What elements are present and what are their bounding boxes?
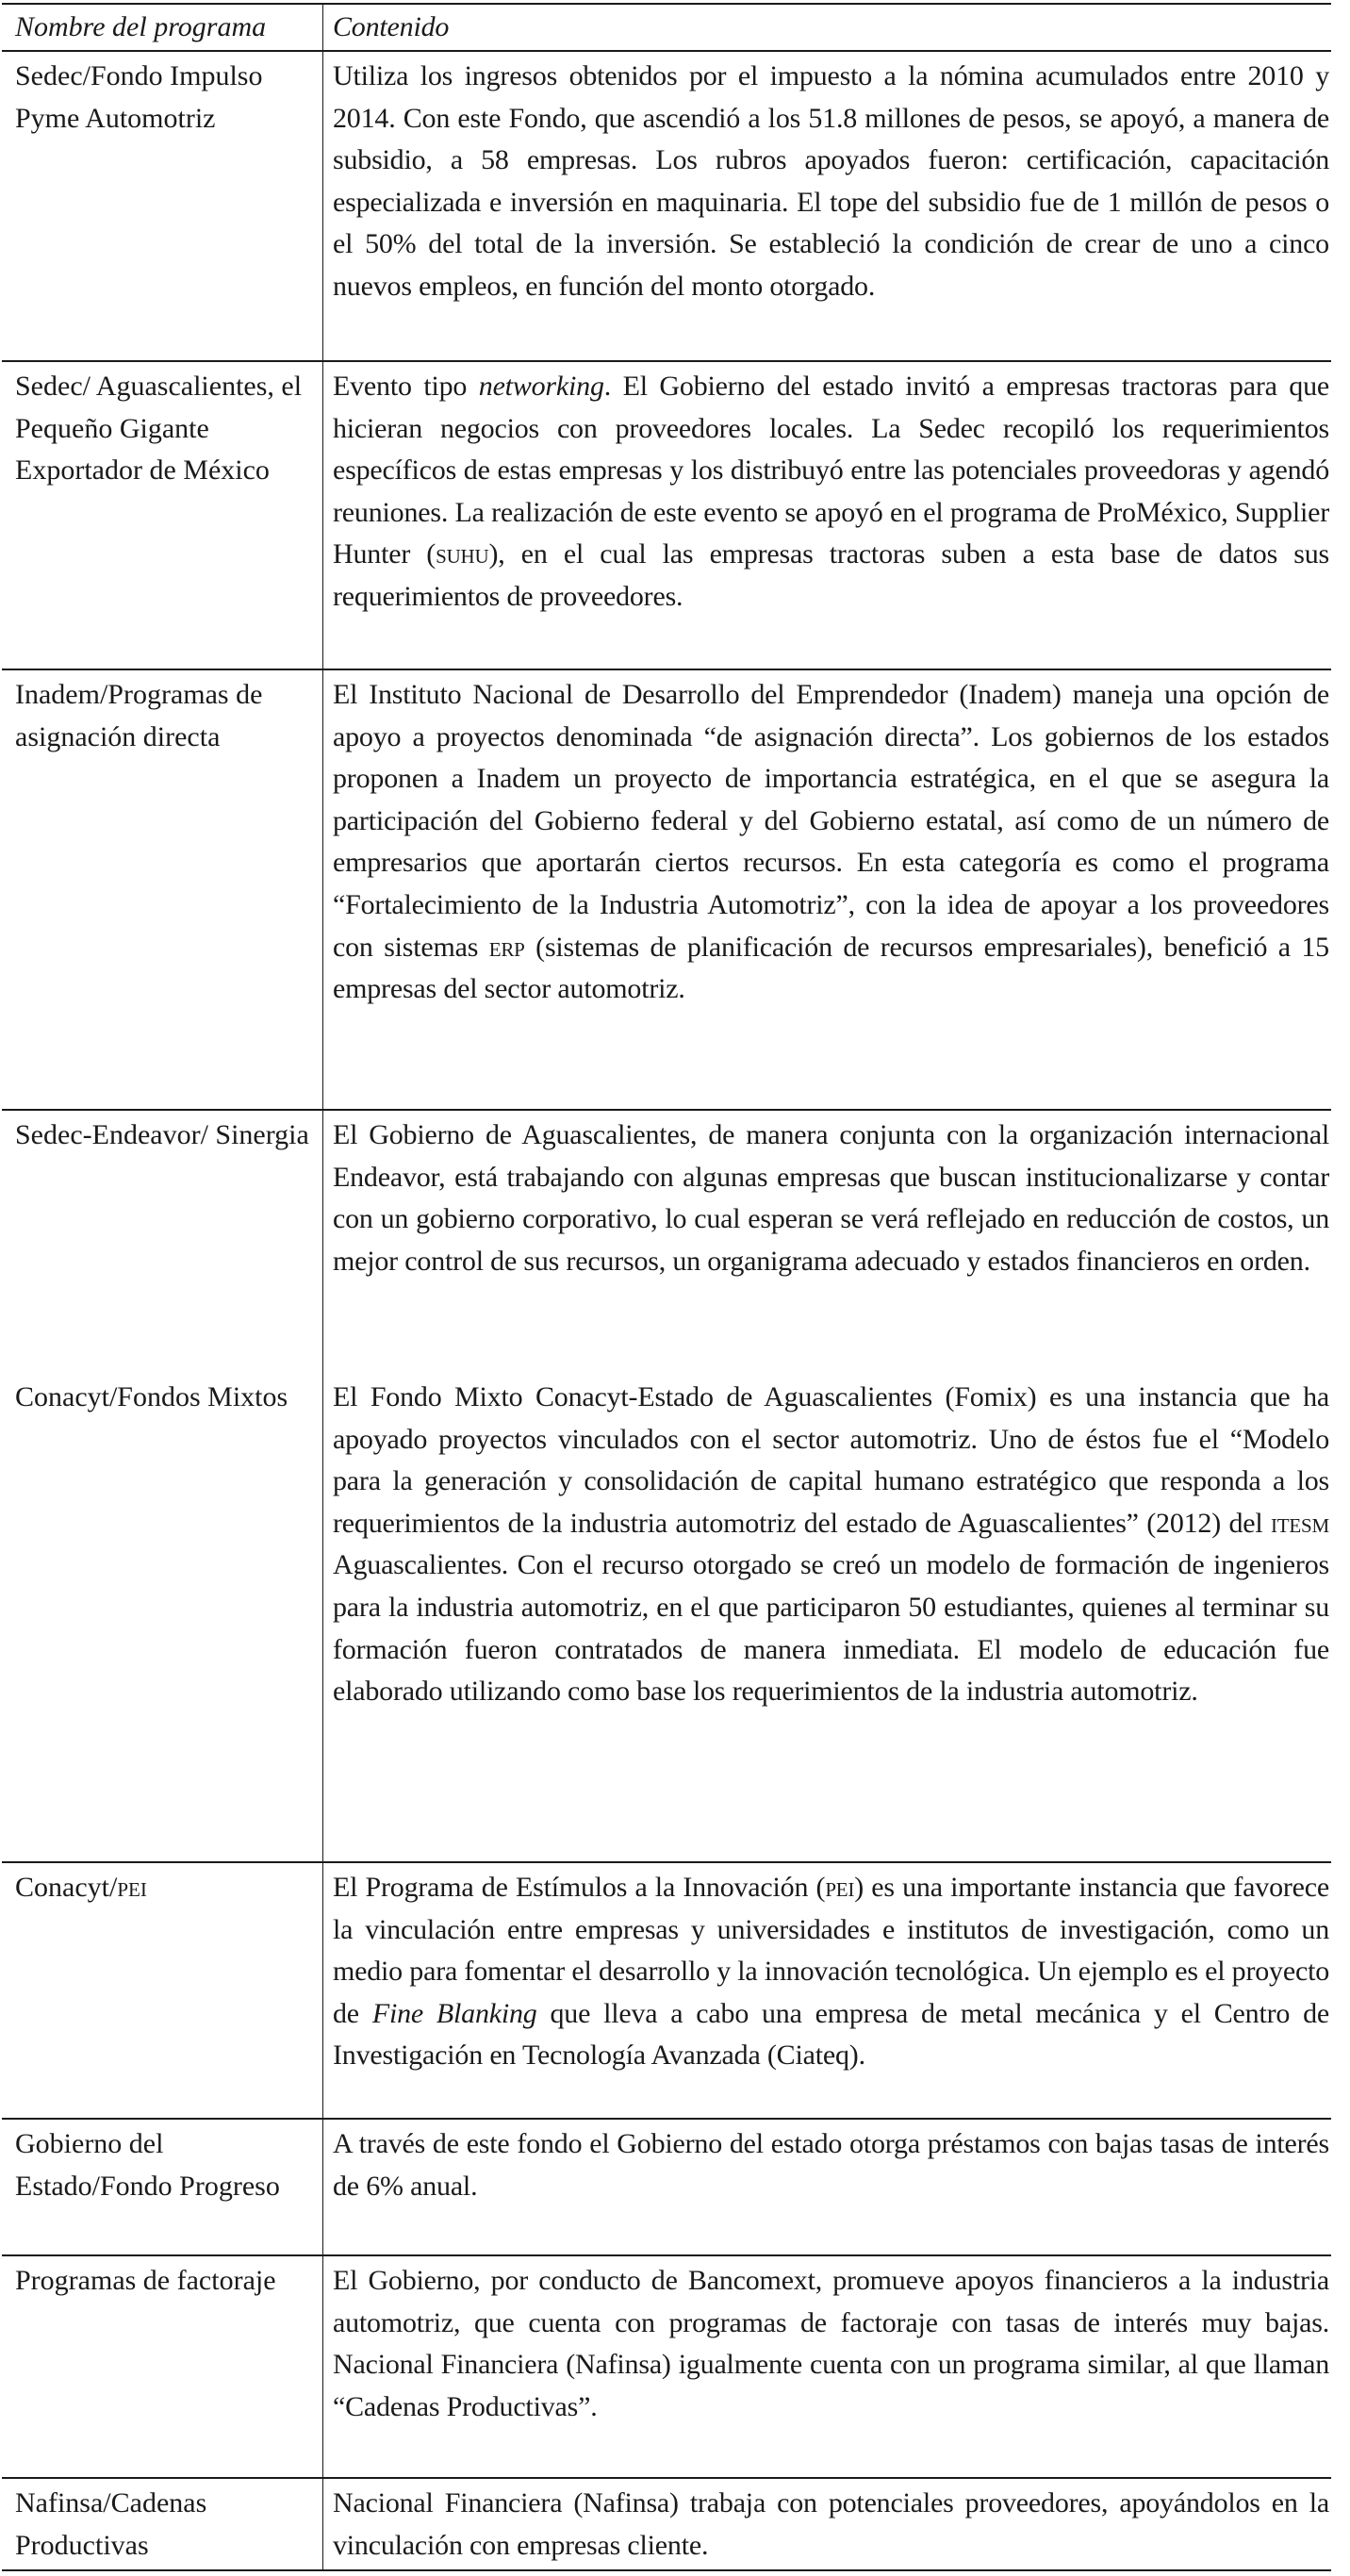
program-content-cell: [323, 2256, 1331, 2477]
program-content-cell: [323, 670, 1331, 1109]
table-row: [2, 2256, 1331, 2479]
table-row: [2, 2479, 1331, 2571]
text-segment: El Programa de Estímulos a la Innovación (: [333, 1872, 826, 1903]
program-content-cell: [323, 52, 1331, 360]
text-segment: ) es una importante instancia que favorece la vinculación entre empresas y universidades e institutos de investigación, como un medio para fomentar el desarrollo y la innovación tecnológica. Un ejemplo es el proyecto de: [333, 1872, 1330, 2029]
text-segment: ), en el cual las empresas tractoras suben a esta base de datos sus requerimientos de proveedores.: [333, 538, 1330, 612]
table-row: [2, 670, 1331, 1111]
program-content-cell: [323, 1373, 1331, 1861]
text-smallcaps: pei: [825, 1872, 855, 1903]
text-segment: Evento tipo: [333, 371, 479, 402]
text-segment: El Gobierno de Aguascalientes, de manera conjunta con la organización internacional Endeavor, está trabajando con algunas empresas que buscan institucionalizarse y contar con un gobierno corporativo, lo cual esperan se verá reflejado en reducción de costos, un mejor control de sus recursos, un organigrama adecuado y estados financieros en orden.: [333, 1119, 1329, 1277]
text-segment: El Fondo Mixto Conacyt-Estado de Aguascalientes (Fomix) es una instancia que ha apoyado proyectos vinculados con el sector automotriz. Uno de éstos fue el “Modelo para la generación y consolidación de capital humano estratégico que responda a los requerimientos de la industria automotriz del estado de Aguascalientes” (2012) del: [333, 1381, 1329, 1539]
program-name-cell: Inadem/Programas de asignación directa: [2, 670, 323, 1109]
program-name-cell: Sedec-Endeavor/ Sinergia: [2, 1111, 323, 1373]
program-name-cell: Gobierno del Estado/Fondo Progreso: [2, 2120, 323, 2254]
table-header: [2, 3, 1331, 52]
text-segment: Aguascalientes. Con el recurso otorgado se creó un modelo de formación de ingenieros para la industria automotriz, en el que participaron 50 estudiantes, quienes al terminar su formación fueron contratados de manera inmediata. El modelo de educación fue elaborado utilizando como base los requerimientos de la industria automotriz.: [333, 1549, 1329, 1708]
programs-table: [2, 3, 1331, 2571]
program-name-cell: [2, 1863, 323, 2118]
text-segment: Nacional Financiera (Nafinsa) trabaja con potenciales proveedores, apoyándolos en la vinculación con empresas cliente.: [333, 2487, 1329, 2561]
text-segment: (sistemas de planificación de recursos empresariales), benefició a 15 empresas del sector automotriz.: [333, 931, 1329, 1005]
program-content-cell: [323, 2120, 1331, 2254]
program-content-cell: [323, 2479, 1331, 2569]
program-name-cell: Sedec/Fondo Impulso Pyme Automotriz: [2, 52, 323, 360]
program-content-cell: [323, 362, 1331, 669]
program-name-cell: Sedec/ Aguascalientes, el Pequeño Gigante Exportador de México: [2, 362, 323, 669]
text-italic: Fine Blanking: [371, 1997, 537, 2029]
table-row: [2, 52, 1331, 362]
text-segment: que lleva a cabo una empresa de metal mecánica y el Centro de Investigación en Tecnología Avanzada (Ciateq).: [333, 1997, 1329, 2072]
text-smallcaps: pei: [117, 1872, 147, 1903]
text-segment: . El Gobierno del estado invitó a empresas tractoras para que hicieran negocios con proveedores locales. La Sedec recopiló los requerimientos específicos de estas empresas y los distribuyó entre las potenciales proveedoras y agendó reuniones. La realización de este evento se apoyó en el programa de ProMéxico, Supplier Hunter (: [333, 371, 1329, 570]
table-row: [2, 2120, 1331, 2256]
program-content-cell: [323, 1863, 1331, 2118]
header-program-name: Nombre del programa: [2, 5, 323, 50]
table-row: [2, 1111, 1331, 1373]
text-segment: Conacyt/: [15, 1872, 118, 1903]
program-content-cell: [323, 1111, 1331, 1373]
text-smallcaps: itesm: [1270, 1507, 1329, 1539]
text-segment: A través de este fondo el Gobierno del estado otorga préstamos con bajas tasas de interés de 6% anual.: [333, 2128, 1329, 2202]
text-segment: Utiliza los ingresos obtenidos por el impuesto a la nómina acumulados entre 2010 y 2014. Con este Fondo, que ascendió a los 51.8 millones de pesos, se apoyó, a manera de subsidio, a 58 empresas. Los rubros apoyados fueron: certificación, capacitación especializada e inversión en maquinaria. El tope del subsidio fue de 1 millón de pesos o el 50% del total de la inversión. Se estableció la condición de crear de uno a cinco nuevos empleos, en función del monto otorgado.: [333, 60, 1329, 302]
text-segment: El Gobierno, por conducto de Bancomext, promueve apoyos financieros a la industria automotriz, que cuenta con programas de factoraje con tasas de interés muy bajas. Nacional Financiera (Nafinsa) igualmente cuenta con un programa similar, al que llaman “Cadenas Productivas”.: [333, 2265, 1329, 2422]
program-name-cell: Programas de factoraje: [2, 2256, 323, 2477]
text-segment: El Instituto Nacional de Desarrollo del Emprendedor (Inadem) maneja una opción de apoyo a proyectos denominada “de asignación directa”. Los gobiernos de los estados proponen a Inadem un proyecto de importancia estratégica, en el que se asegura la participación del Gobierno federal y del Gobierno estatal, así como de un número de empresarios que aportarán ciertos recursos. En esta categoría es como el programa “Fortalecimiento de la Industria Automotriz”, con la idea de apoyar a los proveedores con sistemas: [333, 679, 1329, 963]
table-row: [2, 1863, 1331, 2120]
header-content: Contenido: [333, 11, 450, 42]
text-smallcaps: suhu: [436, 538, 489, 570]
program-name-cell: Conacyt/Fondos Mixtos: [2, 1373, 323, 1861]
program-name-cell: Nafinsa/Cadenas Productivas: [2, 2479, 323, 2569]
table-body: [2, 52, 1331, 2571]
text-italic: networking: [478, 371, 604, 402]
text-smallcaps: erp: [488, 931, 525, 963]
table-row: [2, 362, 1331, 670]
table-row: [2, 1373, 1331, 1863]
